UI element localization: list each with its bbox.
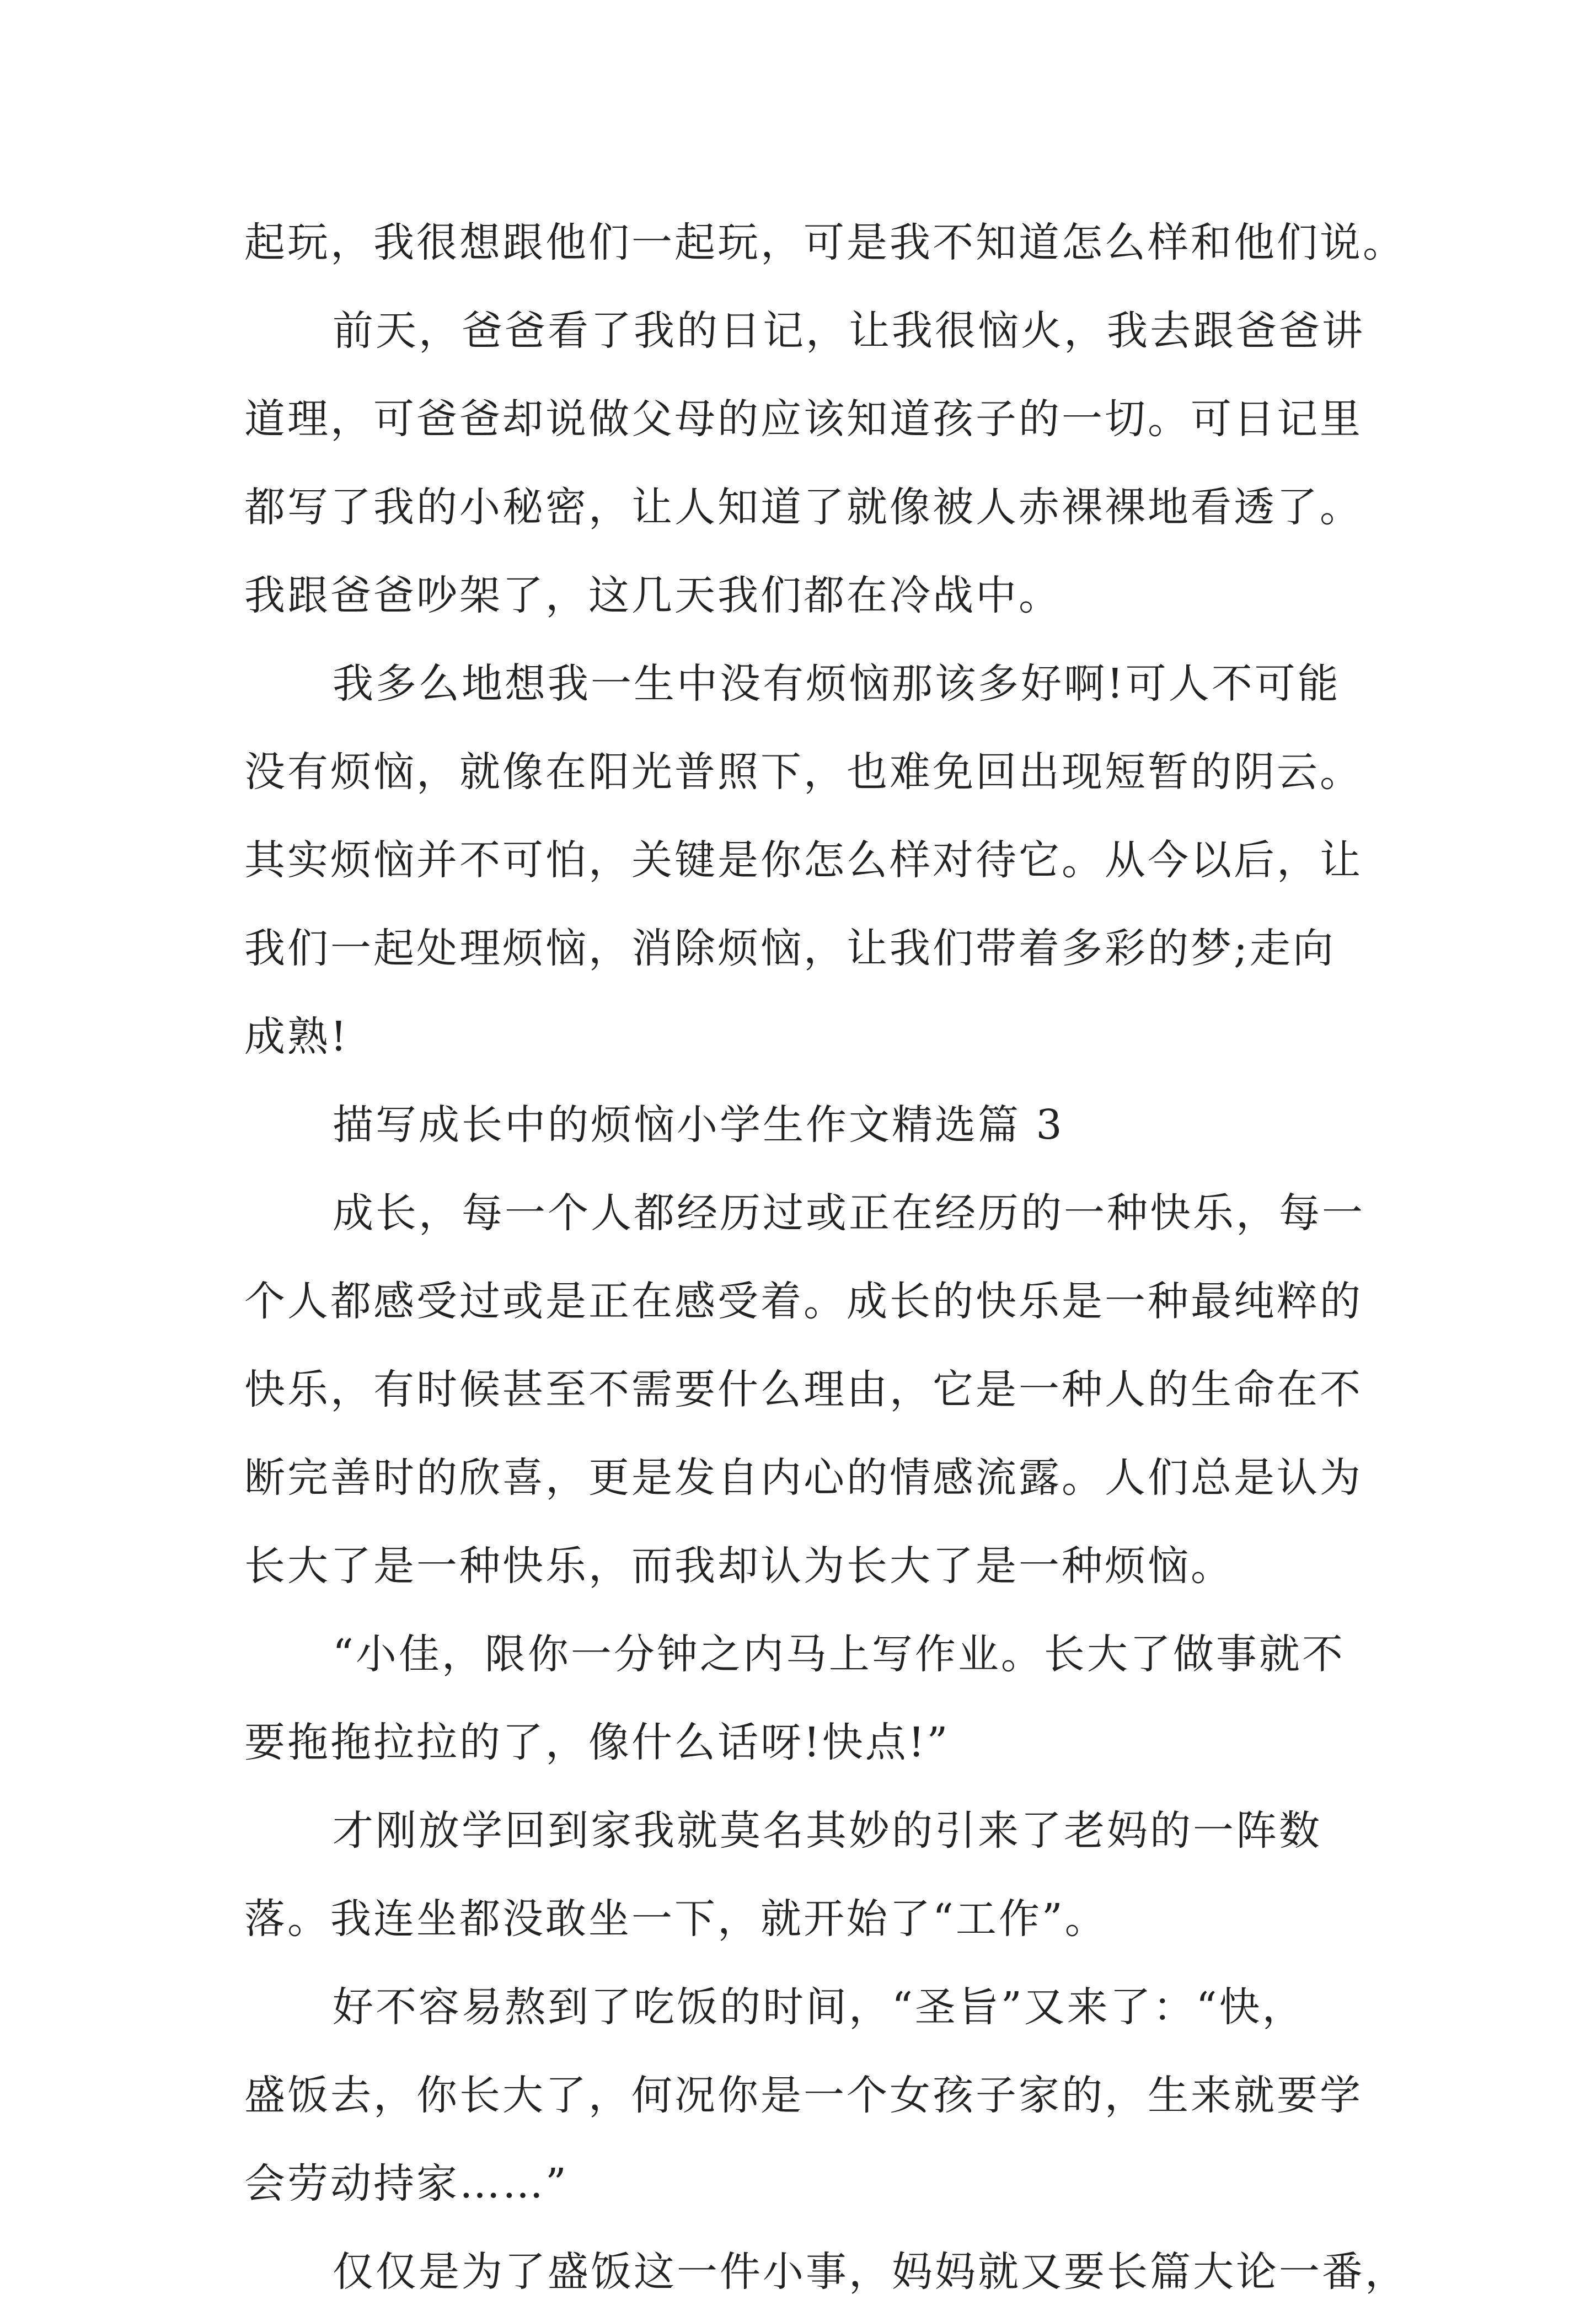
text-line: 起玩，我很想跟他们一起玩，可是我不知道怎么样和他们说。 — [244, 219, 1406, 266]
text-line: 没有烦恼，就像在阳光普照下，也难免回出现短暂的阴云。 — [244, 748, 1363, 796]
text-line: 会劳动持家……” — [244, 2160, 569, 2207]
text-line: 要拖拖拉拉的了，像什么话呀!快点!” — [244, 1719, 950, 1766]
section-heading: 描写成长中的烦恼小学生作文精选篇 3 — [333, 1101, 1064, 1149]
text-line: 都写了我的小秘密，让人知道了就像被人赤裸裸地看透了。 — [244, 484, 1363, 531]
text-line: 快乐，有时候甚至不需要什么理由，它是一种人的生命在不 — [244, 1366, 1363, 1413]
text-line: 仅仅是为了盛饭这一件小事，妈妈就又要长篇大论一番， — [333, 2248, 1408, 2296]
text-line: 前天，爸爸看了我的日记，让我很恼火，我去跟爸爸讲 — [333, 307, 1365, 355]
text-line: 道理，可爸爸却说做父母的应该知道孩子的一切。可日记里 — [244, 395, 1363, 443]
text-line: 落。我连坐都没敢坐一下，就开始了“工作”。 — [244, 1895, 1108, 1943]
text-line: “小佳，限你一分钟之内马上写作业。长大了做事就不 — [333, 1631, 1345, 1678]
text-line: 才刚放学回到家我就莫名其妙的引来了老妈的一阵数 — [333, 1807, 1322, 1854]
text-line: 我多么地想我一生中没有烦恼那该多好啊!可人不可能 — [333, 660, 1341, 707]
essay-body — [244, 199, 1408, 2316]
text-line: 断完善时的欣喜，更是发自内心的情感流露。人们总是认为 — [244, 1454, 1363, 1502]
text-line: 我跟爸爸吵架了，这几天我们都在冷战中。 — [244, 572, 1062, 619]
text-line: 其实烦恼并不可怕，关键是你怎么样对待它。从今以后，让 — [244, 837, 1363, 884]
text-line: 个人都感受过或是正在感受着。成长的快乐是一种最纯粹的 — [244, 1278, 1363, 1325]
text-line: 盛饭去，你长大了，何况你是一个女孩子家的，生来就要学 — [244, 2072, 1363, 2119]
text-line: 我们一起处理烦恼，消除烦恼，让我们带着多彩的梦;走向 — [244, 925, 1336, 972]
text-line: 成熟! — [244, 1013, 349, 1060]
text-line: 长大了是一种快乐，而我却认为长大了是一种烦恼。 — [244, 1542, 1234, 1590]
text-line: 好不容易熬到了吃饭的时间，“圣旨”又来了：“快， — [333, 1983, 1305, 2031]
text-line: 成长，每一个人都经历过或正在经历的一种快乐，每一 — [333, 1189, 1365, 1237]
